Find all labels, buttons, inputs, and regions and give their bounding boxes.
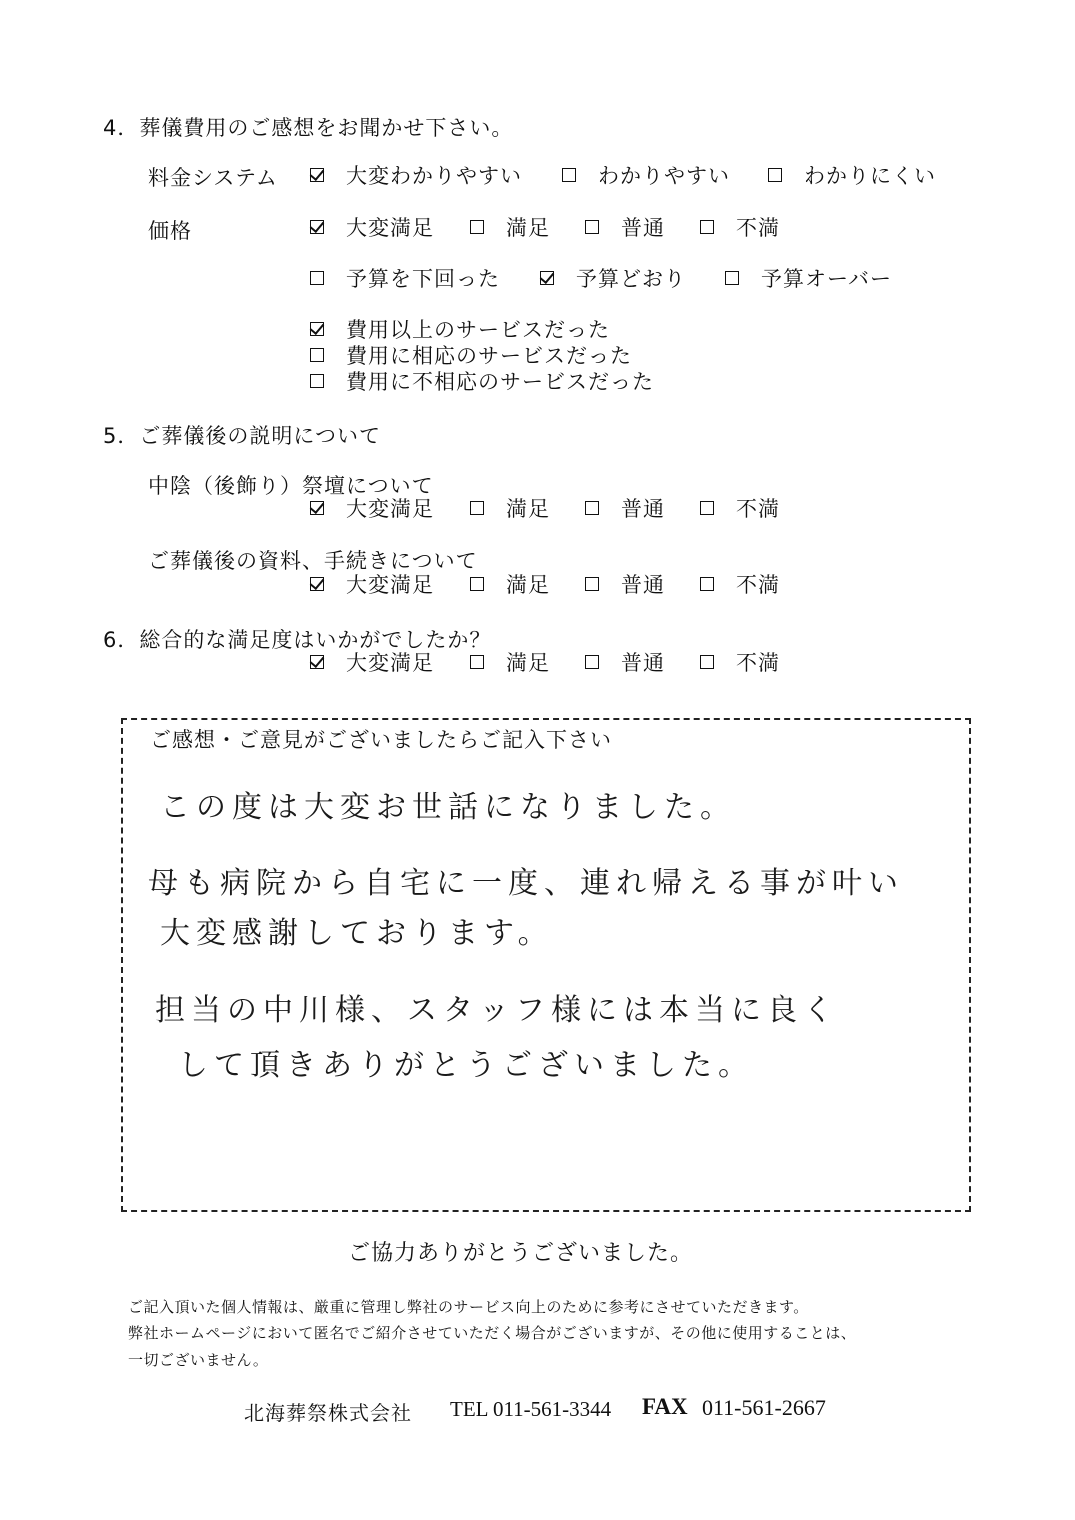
checkbox-icon[interactable] [470, 577, 484, 591]
value-option-3[interactable]: 費用に不相応のサービスだった [310, 366, 654, 396]
checkbox-checked-icon[interactable] [310, 322, 324, 336]
checkbox-icon[interactable] [585, 220, 599, 234]
value-option-2[interactable]: 費用に相応のサービスだった [310, 340, 632, 370]
fax-number: 011-561-2667 [702, 1395, 826, 1420]
price-option-2[interactable]: 満足 [470, 212, 550, 242]
docs-option-2[interactable]: 満足 [470, 569, 550, 599]
fee-system-option-3[interactable]: わかりにくい [768, 160, 936, 190]
privacy-line-2: 弊社ホームページにおいて匿名でご紹介させていただく場合がございますが、その他に使用することは、 [128, 1324, 857, 1342]
fee-system-label: 料金システム [148, 166, 278, 190]
company-name: 北海葬祭株式会社 [244, 1401, 412, 1425]
checkbox-icon[interactable] [700, 577, 714, 591]
comment-line-5: して頂きありがとうございました。 [178, 1048, 754, 1083]
q5-title: 5．ご葬儀後の説明について [103, 424, 381, 448]
budget-option-1[interactable]: 予算を下回った [310, 263, 500, 293]
docs-option-3[interactable]: 普通 [585, 569, 665, 599]
checkbox-checked-icon[interactable] [310, 220, 324, 234]
checkbox-icon[interactable] [562, 168, 576, 182]
altar-label: 中陰（後飾り）祭壇について [148, 474, 434, 498]
checkbox-icon[interactable] [470, 220, 484, 234]
checkbox-icon[interactable] [310, 271, 324, 285]
overall-option-4[interactable]: 不満 [700, 647, 780, 677]
comment-line-4: 担当の中川様、スタッフ様には本当に良く [155, 993, 839, 1028]
q4-title: 4．葬儀費用のご感想をお聞かせ下さい。 [103, 116, 514, 140]
price-option-3[interactable]: 普通 [585, 212, 665, 242]
overall-option-1[interactable]: 大変満足 [310, 647, 434, 677]
fee-system-option-2[interactable]: わかりやすい [562, 160, 730, 190]
overall-option-2[interactable]: 満足 [470, 647, 550, 677]
checkbox-checked-icon[interactable] [310, 577, 324, 591]
checkbox-icon[interactable] [470, 655, 484, 669]
budget-option-2[interactable]: 予算どおり [540, 263, 686, 293]
price-option-4[interactable]: 不満 [700, 212, 780, 242]
q6-title: 6．総合的な満足度はいかがでしたか？ [103, 628, 492, 652]
checkbox-icon[interactable] [700, 501, 714, 515]
budget-option-3[interactable]: 予算オーバー [725, 263, 892, 293]
fax-label: FAX [642, 1394, 688, 1419]
checkbox-checked-icon[interactable] [310, 168, 324, 182]
altar-option-2[interactable]: 満足 [470, 493, 550, 523]
checkbox-icon[interactable] [768, 168, 782, 182]
altar-option-4[interactable]: 不満 [700, 493, 780, 523]
docs-option-1[interactable]: 大変満足 [310, 569, 434, 599]
checkbox-checked-icon[interactable] [540, 271, 554, 285]
comment-line-3: 大変感謝しております。 [160, 916, 554, 951]
comment-line-1: この度は大変お世話になりました。 [160, 790, 736, 825]
checkbox-icon[interactable] [585, 501, 599, 515]
checkbox-icon[interactable] [700, 655, 714, 669]
checkbox-icon[interactable] [700, 220, 714, 234]
altar-option-1[interactable]: 大変満足 [310, 493, 434, 523]
altar-option-3[interactable]: 普通 [585, 493, 665, 523]
checkbox-icon[interactable] [310, 348, 324, 362]
price-option-1[interactable]: 大変満足 [310, 212, 434, 242]
checkbox-checked-icon[interactable] [310, 501, 324, 515]
checkbox-icon[interactable] [585, 655, 599, 669]
overall-option-3[interactable]: 普通 [585, 647, 665, 677]
checkbox-icon[interactable] [470, 501, 484, 515]
fee-system-option-1[interactable]: 大変わかりやすい [310, 160, 522, 190]
phone-number: TEL 011-561-3344 [450, 1397, 612, 1421]
privacy-line-3: 一切ございません。 [128, 1351, 269, 1369]
checkbox-icon[interactable] [725, 271, 739, 285]
docs-option-4[interactable]: 不満 [700, 569, 780, 599]
checkbox-icon[interactable] [585, 577, 599, 591]
comment-heading: ご感想・ご意見がございましたらご記入下さい [150, 728, 612, 752]
docs-label: ご葬儀後の資料、手続きについて [148, 549, 478, 573]
checkbox-checked-icon[interactable] [310, 655, 324, 669]
thanks-message: ご協力ありがとうございました。 [348, 1241, 694, 1266]
comment-line-2: 母も病院から自宅に一度、連れ帰える事が叶い [148, 866, 904, 901]
price-label: 価格 [148, 219, 192, 243]
privacy-line-1: ご記入頂いた個人情報は、厳重に管理し弊社のサービス向上のために参考にさせていただきます。 [128, 1298, 809, 1316]
value-option-1[interactable]: 費用以上のサービスだった [310, 314, 610, 344]
checkbox-icon[interactable] [310, 374, 324, 388]
